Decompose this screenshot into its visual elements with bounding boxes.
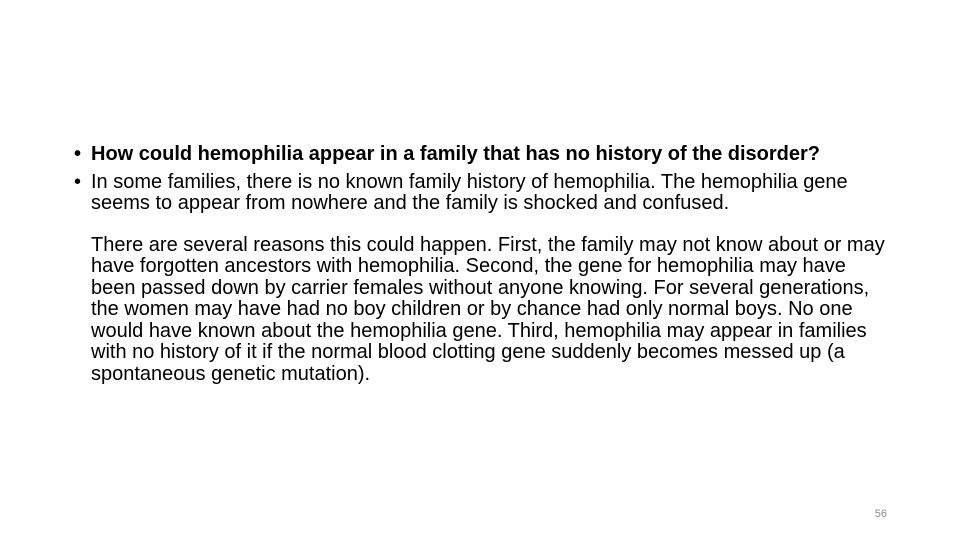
slide-body (74, 144, 894, 385)
bullet-question (74, 144, 894, 166)
bullet-answer-intro (74, 172, 894, 215)
explanation-paragraph: There are several reasons this could happen. First, the family may not know about or may have forgotten ancestors with hemophilia. Second, the gene for hemophilia may have been passed down by carrier females without anyone knowing. For several generations, the women may have had no boy children or by chance had only normal boys. No one would have known about the hemophilia gene. Third, hemophilia may appear in families with no history of it if the normal blood clotting gene suddenly becomes messed up (a spontaneous genetic mutation). (91, 233, 885, 385)
bullet-dot-icon: • (74, 143, 82, 165)
bullet-question-text: How could hemophilia appear in a family that has no history of the disorder? (91, 143, 820, 165)
bullet-answer-intro-text: In some families, there is no known family history of hemophilia. The hemophilia gene seems to appear from nowhere and the family is shocked and confused. (91, 170, 848, 214)
page-number: 56 (874, 508, 887, 520)
bullet-dot-icon: • (74, 170, 82, 193)
